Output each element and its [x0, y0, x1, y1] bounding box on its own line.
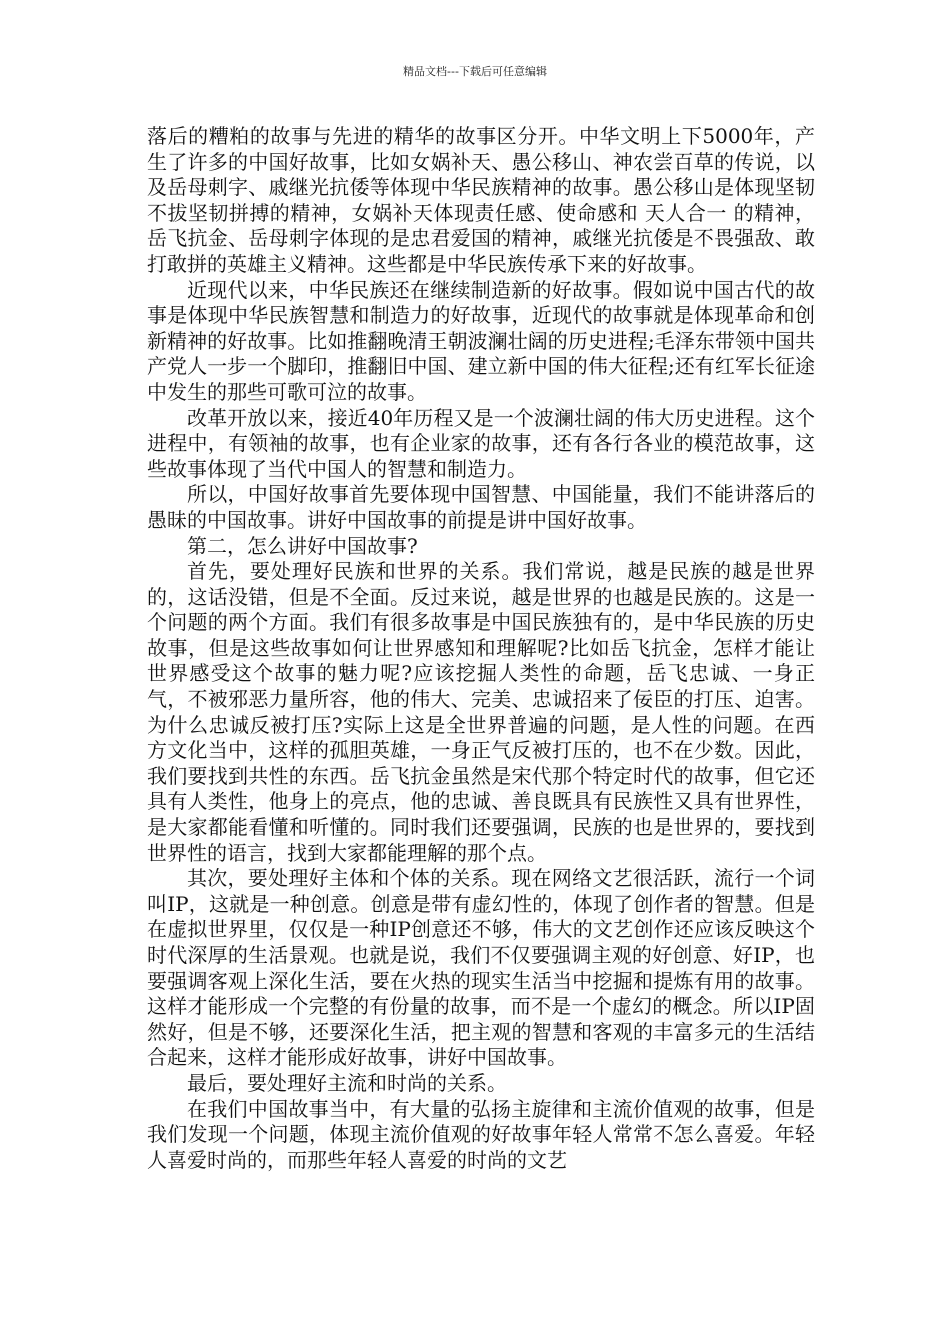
document-body: [147, 124, 815, 1173]
paragraph: 所以，中国好故事首先要体现中国智慧、中国能量，我们不能讲落后的愚昧的中国故事。讲好中国故事的前提是讲中国好故事。: [147, 482, 815, 532]
paragraph: 首先，要处理好民族和世界的关系。我们常说，越是民族的越是世界的，这话没错，但是不全面。反过来说，越是世界的也越是民族的。这是一个问题的两个方面。我们有很多故事是中国民族独有的，是中华民族的历史故事，但是这些故事如何让世界感知和理解呢?比如岳飞抗金，怎样才能让世界感受这个故事的魅力呢?应该挖掘人类性的命题，岳飞忠诚、一身正气，不被邪恶力量所容，他的伟大、完美、忠诚招来了佞臣的打压、迫害。为什么忠诚反被打压?实际上这是全世界普遍的问题，是人性的问题。在西方文化当中，这样的孤胆英雄，一身正气反被打压的，也不在少数。因此，我们要找到共性的东西。岳飞抗金虽然是宋代那个特定时代的故事，但它还具有人类性，他身上的亮点，他的忠诚、善良既具有民族性又具有世界性，是大家都能看懂和听懂的。同时我们还要强调，民族的也是世界的，要找到世界性的语言，找到大家都能理解的那个点。: [147, 559, 815, 865]
paragraph: 在我们中国故事当中，有大量的弘扬主旋律和主流价值观的故事，但是我们发现一个问题，体现主流价值观的好故事年轻人常常不怎么喜爱。年轻人喜爱时尚的，而那些年轻人喜爱的时尚的文艺: [147, 1096, 815, 1172]
paragraph: 近现代以来，中华民族还在继续制造新的好故事。假如说中国古代的故事是体现中华民族智慧和制造力的好故事，近现代的故事就是体现革命和创新精神的好故事。比如推翻晚清王朝波澜壮阔的历史进程;毛泽东带领中国共产党人一步一个脚印，推翻旧中国、建立新中国的伟大征程;还有红军长征途中发生的那些可歌可泣的故事。: [147, 277, 815, 404]
page-header: 精品文档---下载后可任意编辑: [403, 65, 547, 78]
paragraph: 落后的糟粕的故事与先进的精华的故事区分开。中华文明上下5000年，产生了许多的中国好故事，比如女娲补天、愚公移山、神农尝百草的传说，以及岳母刺字、戚继光抗倭等体现中华民族精神的故事。愚公移山是体现坚韧不拔坚韧拼搏的精神，女娲补天体现责任感、使命感和 天人合一 的精神，岳飞抗金、岳母刺字体现的是忠君爱国的精神，戚继光抗倭是不畏强敌、敢打敢拼的英雄主义精神。这些都是中华民族传承下来的好故事。: [147, 124, 815, 276]
paragraph: 其次，要处理好主体和个体的关系。现在网络文艺很活跃，流行一个词叫IP，这就是一种创意。创意是带有虚幻性的，体现了创作者的智慧。但是在虚拟世界里，仅仅是一种IP创意还不够，伟大的文艺创作还应该反映这个时代深厚的生活景观。也就是说，我们不仅要强调主观的好创意、好IP，也要强调客观上深化生活，要在火热的现实生活当中挖掘和提炼有用的故事。这样才能形成一个完整的有份量的故事，而不是一个虚幻的概念。所以IP固然好，但是不够，还要深化生活，把主观的智慧和客观的丰富多元的生活结合起来，这样才能形成好故事，讲好中国故事。: [147, 866, 815, 1070]
paragraph: 改革开放以来，接近40年历程又是一个波澜壮阔的伟大历史进程。这个进程中，有领袖的故事，也有企业家的故事，还有各行各业的模范故事，这些故事体现了当代中国人的智慧和制造力。: [147, 405, 815, 481]
section-heading: 第二，怎么讲好中国故事?: [187, 533, 418, 558]
paragraph: 最后，要处理好主流和时尚的关系。: [187, 1070, 507, 1095]
